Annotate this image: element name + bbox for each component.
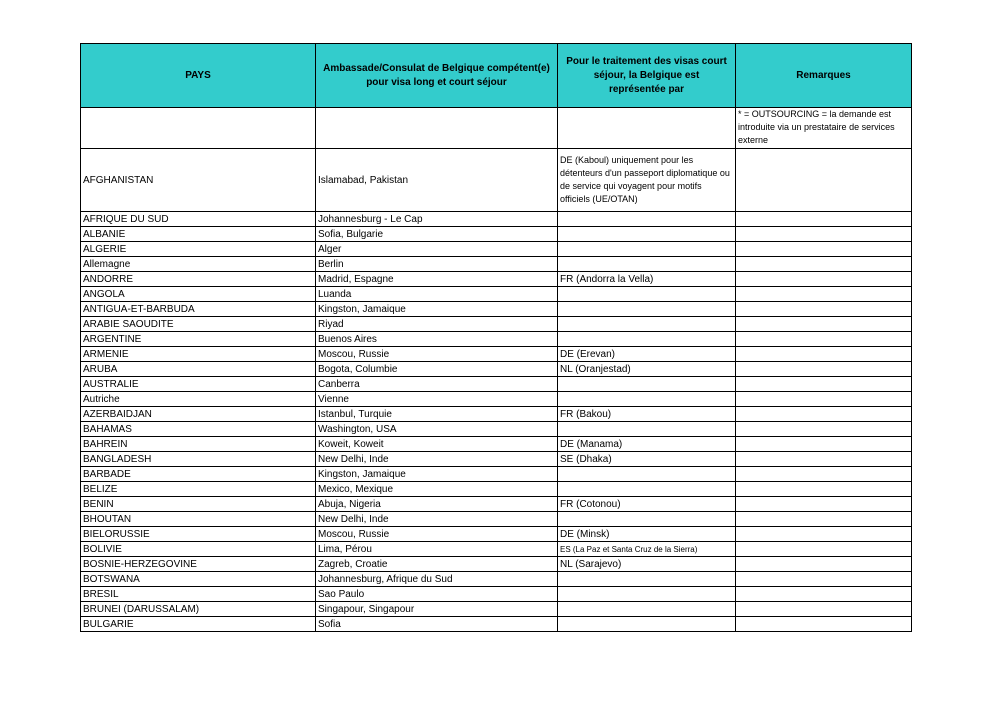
table-row <box>81 617 912 632</box>
cell-remarques <box>736 317 912 332</box>
cell-remarques <box>736 542 912 557</box>
header-remarques: Remarques <box>736 44 912 108</box>
cell-representation: NL (Oranjestad) <box>558 362 736 377</box>
cell-ambassade: Koweit, Koweit <box>316 437 558 452</box>
table-row <box>81 149 912 212</box>
cell-remarques <box>736 302 912 317</box>
table-row <box>81 227 912 242</box>
table-row <box>81 497 912 512</box>
cell-representation <box>558 287 736 302</box>
header-ambassade: Ambassade/Consulat de Belgique compétent(e) pour visa long et court séjour <box>316 44 558 108</box>
cell-remarques <box>736 452 912 467</box>
table-row <box>81 347 912 362</box>
outsourcing-note: * = OUTSOURCING = la demande est introduite via un prestataire de services externe <box>736 108 912 149</box>
cell-ambassade: Sofia, Bulgarie <box>316 227 558 242</box>
cell-representation: FR (Bakou) <box>558 407 736 422</box>
cell-ambassade: Berlin <box>316 257 558 272</box>
table-row <box>81 407 912 422</box>
cell-representation <box>558 332 736 347</box>
cell-ambassade: New Delhi, Inde <box>316 512 558 527</box>
cell-remarques <box>736 482 912 497</box>
header-representation: Pour le traitement des visas court séjour, la Belgique est représentée par <box>558 44 736 108</box>
cell-remarques <box>736 617 912 632</box>
cell-representation <box>558 422 736 437</box>
table-row <box>81 557 912 572</box>
cell-representation: DE (Manama) <box>558 437 736 452</box>
cell-remarques <box>736 227 912 242</box>
cell-remarques <box>736 407 912 422</box>
cell-pays: BOSNIE-HERZEGOVINE <box>81 557 316 572</box>
table-row <box>81 242 912 257</box>
cell-remarques <box>736 587 912 602</box>
cell-remarques <box>736 332 912 347</box>
cell-pays: BOLIVIE <box>81 542 316 557</box>
cell-ambassade: Bogota, Columbie <box>316 362 558 377</box>
cell-remarques <box>736 467 912 482</box>
cell-representation: SE (Dhaka) <box>558 452 736 467</box>
cell-representation <box>558 617 736 632</box>
cell-representation <box>558 317 736 332</box>
cell-remarques <box>736 347 912 362</box>
cell-remarques <box>736 572 912 587</box>
cell-ambassade: Singapour, Singapour <box>316 602 558 617</box>
cell-pays: Allemagne <box>81 257 316 272</box>
cell-representation <box>558 302 736 317</box>
cell-ambassade: Buenos Aires <box>316 332 558 347</box>
cell-pays: BRUNEI (DARUSSALAM) <box>81 602 316 617</box>
table-row <box>81 527 912 542</box>
cell-representation: NL (Sarajevo) <box>558 557 736 572</box>
table-row <box>81 512 912 527</box>
table-body <box>81 108 912 632</box>
cell-representation <box>558 587 736 602</box>
cell-ambassade: Kingston, Jamaique <box>316 467 558 482</box>
cell-remarques <box>736 242 912 257</box>
cell-remarques <box>736 362 912 377</box>
cell-remarques <box>736 557 912 572</box>
cell-pays: ANGOLA <box>81 287 316 302</box>
cell-representation: DE (Minsk) <box>558 527 736 542</box>
cell-representation <box>558 467 736 482</box>
cell-ambassade: Istanbul, Turquie <box>316 407 558 422</box>
table-row <box>81 392 912 407</box>
cell-ambassade: Abuja, Nigeria <box>316 497 558 512</box>
cell-pays: BANGLADESH <box>81 452 316 467</box>
cell-pays: BAHAMAS <box>81 422 316 437</box>
cell-representation <box>558 512 736 527</box>
cell-ambassade: Canberra <box>316 377 558 392</box>
table-row <box>81 257 912 272</box>
cell-ambassade: Moscou, Russie <box>316 347 558 362</box>
cell-pays: BARBADE <box>81 467 316 482</box>
visa-table <box>80 43 912 632</box>
cell-pays: BAHREIN <box>81 437 316 452</box>
table-row <box>81 332 912 347</box>
cell-pays: ARABIE SAOUDITE <box>81 317 316 332</box>
cell-pays: ALBANIE <box>81 227 316 242</box>
cell-ambassade: Alger <box>316 242 558 257</box>
cell-representation <box>558 482 736 497</box>
cell-pays: ANDORRE <box>81 272 316 287</box>
cell-remarques <box>736 272 912 287</box>
cell-ambassade: Sofia <box>316 617 558 632</box>
cell-remarques <box>736 287 912 302</box>
cell-ambassade: Vienne <box>316 392 558 407</box>
table-row <box>81 317 912 332</box>
table-row <box>81 377 912 392</box>
table-row <box>81 302 912 317</box>
table-row <box>81 482 912 497</box>
header-pays: PAYS <box>81 44 316 108</box>
cell-representation: ES (La Paz et Santa Cruz de la Sierra) <box>558 542 736 557</box>
table-row <box>81 572 912 587</box>
cell-representation <box>558 212 736 227</box>
cell-pays: ANTIGUA-ET-BARBUDA <box>81 302 316 317</box>
cell-remarques <box>736 392 912 407</box>
cell-ambassade: Lima, Pérou <box>316 542 558 557</box>
cell-representation <box>558 602 736 617</box>
cell-representation <box>558 377 736 392</box>
cell-ambassade: Islamabad, Pakistan <box>316 149 558 212</box>
table-row <box>81 362 912 377</box>
cell-pays: BIELORUSSIE <box>81 527 316 542</box>
cell-representation: DE (Kaboul) uniquement pour les détenteurs d'un passeport diplomatique ou de service qui voyagent pour motifs officiels (UE/OTAN) <box>558 149 736 212</box>
cell-remarques <box>736 377 912 392</box>
cell-ambassade: Washington, USA <box>316 422 558 437</box>
cell-ambassade: Johannesburg, Afrique du Sud <box>316 572 558 587</box>
cell-representation <box>558 242 736 257</box>
cell-ambassade: Zagreb, Croatie <box>316 557 558 572</box>
cell-ambassade: Moscou, Russie <box>316 527 558 542</box>
table-row <box>81 587 912 602</box>
header-row <box>81 44 912 108</box>
table-row <box>81 212 912 227</box>
cell-pays: ARGENTINE <box>81 332 316 347</box>
cell-ambassade: Johannesburg - Le Cap <box>316 212 558 227</box>
cell-pays: BELIZE <box>81 482 316 497</box>
cell-representation: FR (Cotonou) <box>558 497 736 512</box>
cell-remarques <box>736 149 912 212</box>
cell-remarques <box>736 512 912 527</box>
table-row <box>81 542 912 557</box>
table-row <box>81 602 912 617</box>
cell-remarques <box>736 212 912 227</box>
cell-remarques <box>736 422 912 437</box>
note-cell-empty <box>81 108 316 149</box>
cell-pays: AUSTRALIE <box>81 377 316 392</box>
note-cell-empty <box>558 108 736 149</box>
cell-ambassade: Mexico, Mexique <box>316 482 558 497</box>
cell-remarques <box>736 437 912 452</box>
table-row <box>81 437 912 452</box>
cell-pays: Autriche <box>81 392 316 407</box>
cell-representation <box>558 257 736 272</box>
cell-pays: BULGARIE <box>81 617 316 632</box>
cell-pays: BOTSWANA <box>81 572 316 587</box>
cell-pays: BRESIL <box>81 587 316 602</box>
cell-pays: AFGHANISTAN <box>81 149 316 212</box>
table-row <box>81 287 912 302</box>
cell-remarques <box>736 257 912 272</box>
cell-pays: BHOUTAN <box>81 512 316 527</box>
cell-pays: ARUBA <box>81 362 316 377</box>
cell-representation: DE (Erevan) <box>558 347 736 362</box>
cell-ambassade: Madrid, Espagne <box>316 272 558 287</box>
cell-representation <box>558 227 736 242</box>
table-row <box>81 452 912 467</box>
cell-pays: AFRIQUE DU SUD <box>81 212 316 227</box>
table-row <box>81 422 912 437</box>
table-row <box>81 467 912 482</box>
cell-pays: ALGERIE <box>81 242 316 257</box>
cell-representation: FR (Andorra la Vella) <box>558 272 736 287</box>
cell-representation <box>558 392 736 407</box>
cell-ambassade: Kingston, Jamaique <box>316 302 558 317</box>
note-cell-empty <box>316 108 558 149</box>
cell-remarques <box>736 602 912 617</box>
cell-remarques <box>736 497 912 512</box>
cell-pays: BENIN <box>81 497 316 512</box>
cell-ambassade: Riyad <box>316 317 558 332</box>
cell-ambassade: New Delhi, Inde <box>316 452 558 467</box>
cell-representation <box>558 572 736 587</box>
cell-ambassade: Luanda <box>316 287 558 302</box>
note-row <box>81 108 912 149</box>
cell-pays: ARMENIE <box>81 347 316 362</box>
table-row <box>81 272 912 287</box>
cell-remarques <box>736 527 912 542</box>
cell-pays: AZERBAIDJAN <box>81 407 316 422</box>
cell-ambassade: Sao Paulo <box>316 587 558 602</box>
